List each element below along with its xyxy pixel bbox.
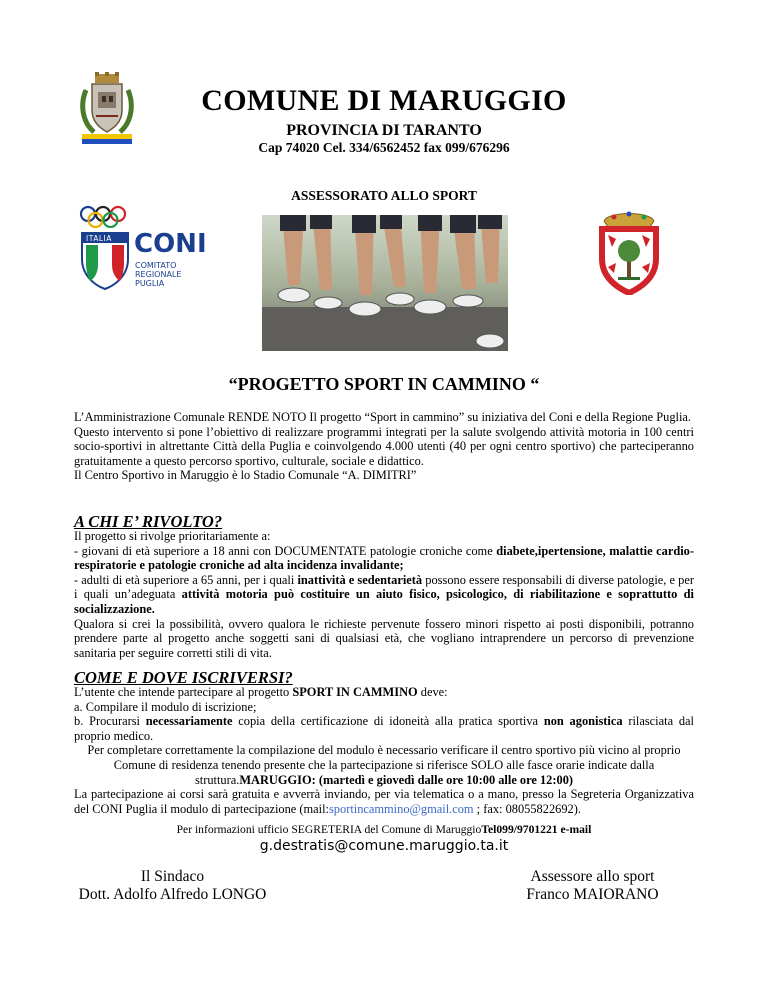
target-lead: Il progetto si rivolge prioritariamente a:	[74, 529, 271, 543]
coni-logo	[76, 203, 216, 293]
coni-email-link[interactable]: sportincammino@gmail.com	[328, 801, 474, 816]
province-label: PROVINCIA DI TARANTO	[286, 122, 482, 139]
enroll-center-text: Per completare correttamente la compilazione del modulo è necessario verificare il centro sportivo più vicino al proprio Comune di residenza tenendo presente che la partecipazione si riferisce SOLO alle fasce orarie indicate dalla struttura.MARUGGIO: (martedì e giovedì dalle ore 10:00 alle ore 12:00)	[87, 743, 681, 787]
coni-sub-label-2: REGIONALE	[135, 270, 182, 279]
department-label: ASSESSORATO ALLO SPORT	[291, 188, 477, 203]
contacts-line: Cap 74020 Cel. 334/6562452 fax 099/676296	[258, 140, 510, 155]
target-closing: Qualora si crei la possibilità, ovvero qualora le richieste pervenute fossero minori rispetto ai posti disponibili, potranno prendere parte al progetto anche soggetti sani di qualsiasi età, che vogliano intraprendere un percorso di prevenzione sanitaria per seguire corretti stili di vita.	[74, 616, 694, 660]
mayor-role: Il Sindaco	[140, 868, 205, 885]
intro-paragraph-3: Il Centro Sportivo in Maruggio è lo Stadio Comunale “A. DIMITRI”	[74, 468, 417, 483]
enroll-step-b: b. Procurarsi necessariamente copia della certificazione di idoneità alla pratica sportiva non agonistica rilasciata dal proprio medico.	[74, 714, 694, 743]
councillor-name: Franco MAIORANO	[526, 886, 659, 903]
walkers-photo	[262, 215, 508, 351]
enroll-lead: L’utente che intende partecipare al progetto SPORT IN CAMMINO deve:	[74, 685, 448, 699]
enroll-step-a: a. Compilare il modulo di iscrizione;	[74, 699, 257, 714]
target-text	[74, 529, 694, 660]
section-heading-target: A CHI E’ RIVOLTO?	[74, 512, 223, 531]
mayor-signature-block	[70, 868, 275, 904]
intro-text	[74, 410, 694, 483]
section-heading-enroll: COME E DOVE ISCRIVERSI?	[74, 668, 293, 687]
councillor-role: Assessore allo sport	[530, 868, 655, 885]
target-item-elderly: - adulti di età superiore a 65 anni, per i quali inattività e sedentarietà possono essere responsabili di diverse patologie, e per i quali un’adeguata attività motoria può costituire un aiuto fisico, psicologico, di riabilitazione e soprattutto di socializzazione.	[74, 572, 694, 616]
intro-paragraph-1: L’Amministrazione Comunale RENDE NOTO Il progetto “Sport in cammino” su iniziativa del Coni e della Regione Puglia.	[74, 410, 692, 424]
coni-italia-label: ITALIA	[86, 234, 112, 243]
office-email[interactable]: g.destratis@comune.maruggio.ta.it	[259, 838, 509, 854]
target-item-young: - giovani di età superiore a 18 anni con DOCUMENTATE patologie croniche come diabete,ipertensione, malattie cardio-respiratorie e patologie croniche ad alta incidenza invalidante;	[74, 543, 694, 573]
enroll-text	[74, 685, 694, 816]
coni-sub-label-1: COMITATO	[135, 261, 177, 270]
project-title: “PROGETTO SPORT IN CAMMINO “	[228, 374, 540, 394]
councillor-signature-block	[500, 868, 685, 904]
puglia-region-crest-icon	[594, 207, 664, 295]
info-line: Per informazioni ufficio SEGRETERIA del Comune di MaruggioTel099/9701221 e-mail	[176, 823, 592, 836]
mayor-name: Dott. Adolfo Alfredo LONGO	[78, 886, 267, 903]
page-title: COMUNE DI MARUGGIO	[201, 84, 567, 117]
coni-sub-label-3: PUGLIA	[135, 279, 165, 288]
enroll-closing: La partecipazione ai corsi sarà gratuita e avverrà inviando, per via telematica o a mano, presso la Segreteria Organizzativa del CONI Puglia il modulo di partecipazione (mail:sportincammino@gmail.com ; fax: 08055822692).	[74, 787, 694, 816]
intro-paragraph-2: Questo intervento si pone l’obiettivo di realizzare programmi integrati per la salute svolgendo attività motoria in 100 centri socio-sportivi in altrettante Città della Puglia e coinvolgendo 4.000 utenti (40 per ogni centro sportivo) che parteciperanno gratuitamente a questo percorso sportivo, culturale, sociale e didattico.	[74, 424, 694, 468]
coni-name-label: CONI	[134, 229, 207, 259]
